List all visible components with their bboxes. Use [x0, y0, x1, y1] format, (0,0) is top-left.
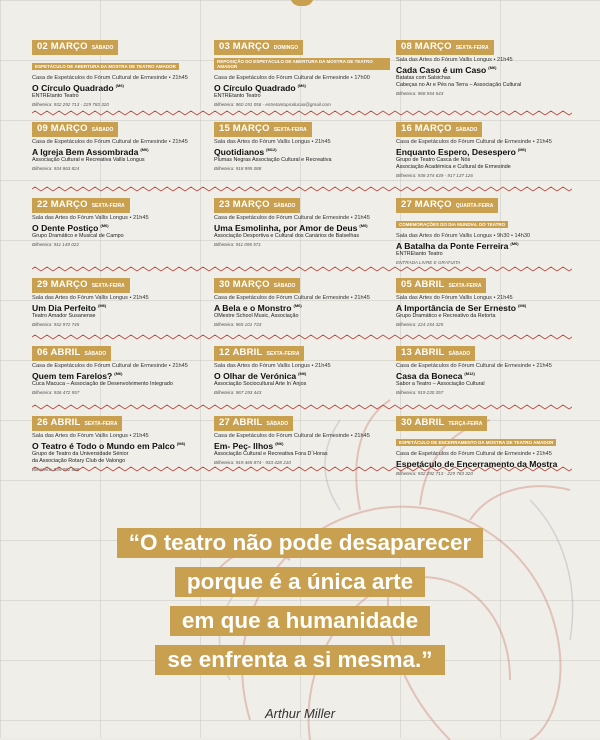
date-badge	[396, 40, 494, 55]
event-title-text: O Dente Postiço	[32, 223, 99, 233]
age-rating: (M6)	[176, 441, 186, 447]
age-rating: (M12)	[464, 371, 475, 377]
quote-line: em que a humanidade	[170, 606, 430, 636]
event-weekday: SEXTA-FEIRA	[455, 45, 489, 51]
event-title-text: Espetáculo de Encerramento da Mostra	[396, 459, 558, 469]
event-tickets: Bilheteira: 919 230 357	[396, 390, 444, 395]
event-card	[32, 342, 208, 412]
event-date: 15 MARÇO	[219, 123, 270, 134]
event-venue: Casa de Espetáculos do Fórum Cultural de Ermesinde • 21h45	[396, 139, 552, 145]
event-note: COMEMORAÇÕES DO DIA MUNDIAL DO TEATRO	[396, 221, 508, 228]
event-venue: Casa de Espetáculos do Fórum Cultural de Ermesinde • 21h45	[32, 75, 188, 81]
event-company: Associação Cultural e Recreativa Vallis Longus	[32, 157, 145, 163]
event-title	[214, 223, 390, 233]
event-date: 06 ABRIL	[37, 347, 81, 358]
event-card	[32, 118, 208, 188]
quote-author: Arthur Miller	[264, 706, 336, 721]
event-title-text: Um Dia Perfeito	[32, 303, 96, 313]
age-rating: (M6)	[518, 303, 527, 309]
event-tickets: Bilheteira: 965 101 733	[214, 322, 262, 327]
zigzag-divider	[32, 266, 572, 272]
event-date: 12 ABRIL	[219, 347, 263, 358]
age-rating: (M6)	[114, 371, 123, 377]
event-title	[396, 303, 572, 313]
event-weekday: SÁBADO	[273, 283, 296, 289]
event-title	[214, 303, 390, 313]
age-rating: (M6)	[98, 303, 107, 309]
zigzag-divider	[32, 186, 572, 192]
event-card	[396, 342, 572, 412]
date-badge	[214, 278, 300, 293]
event-title-text: A Batalha da Ponte Ferreira	[396, 241, 509, 251]
event-weekday: SEXTA-FEIRA	[84, 421, 118, 427]
event-tickets: Bilheteira: 935 702 828	[32, 467, 80, 472]
event-date: 03 MARÇO	[219, 41, 270, 52]
age-rating: (M6)	[297, 83, 306, 89]
age-rating: (M6)	[510, 241, 519, 247]
event-company: OMestre School Music, Associação	[214, 313, 299, 319]
event-title	[214, 83, 390, 93]
event-weekday: SÁBADO	[273, 203, 296, 209]
age-rating: (M6)	[140, 147, 149, 153]
event-title-text: Cada Caso é um Caso	[396, 65, 487, 75]
event-date: 29 MARÇO	[37, 279, 88, 290]
event-title	[32, 371, 208, 381]
date-badge	[396, 278, 486, 293]
event-company: ENTREtanto Teatro	[32, 93, 79, 99]
schedule-row	[32, 36, 572, 106]
event-company: Cuca Macuca – Associação de Desenvolvimento Integrado	[32, 381, 173, 387]
event-company: Sabor a Teatro – Associação Cultural	[396, 381, 485, 387]
event-title-text: A Igreja Bem Assombrada	[32, 147, 139, 157]
event-date: 09 MARÇO	[37, 123, 88, 134]
event-title-text: A Bela e o Monstro	[214, 303, 292, 313]
event-tickets: Bilheteira: 919 465 874 - 933 428 210	[214, 460, 291, 465]
schedule-row	[32, 118, 572, 188]
date-badge	[396, 198, 498, 213]
date-badge	[396, 346, 475, 361]
schedule-row	[32, 194, 572, 264]
event-date: 16 MARÇO	[401, 123, 452, 134]
age-rating: (M6)	[275, 441, 284, 447]
event-card	[214, 342, 390, 412]
event-venue: Sala das Artes do Fórum Vallis Longus • 21h45	[32, 215, 149, 221]
event-weekday: DOMINGO	[273, 45, 299, 51]
event-note: REPOSIÇÃO DO ESPETÁCULO DE ABERTURA DA MOSTRA DE TEATRO AMADOR	[214, 58, 390, 70]
event-venue: Casa de Espetáculos do Fórum Cultural de Ermesinde • 21h45	[32, 139, 188, 145]
event-date: 22 MARÇO	[37, 199, 88, 210]
date-badge	[32, 278, 130, 293]
event-date: 02 MARÇO	[37, 41, 88, 52]
event-title	[32, 441, 208, 451]
age-rating: (M6)	[359, 223, 368, 229]
event-venue: Sala das Artes do Fórum Vallis Longus • 21h45	[396, 57, 513, 63]
event-weekday: QUARTA-FEIRA	[455, 203, 494, 209]
event-venue: Casa de Espetáculos do Fórum Cultural de Ermesinde • 21h45	[396, 451, 552, 457]
event-company: Associação Desportiva e Cultural dos Canários de Balselhas	[214, 233, 360, 239]
zigzag-divider	[32, 110, 572, 116]
event-venue: Sala das Artes do Fórum Vallis Longus • 21h45	[32, 433, 149, 439]
date-badge	[396, 416, 487, 431]
zigzag-divider	[32, 404, 572, 410]
event-company: Grupo de Teatro da Universidade Sénior	[32, 451, 129, 457]
event-title-text: Uma Esmolinha, por Amor de Deus	[214, 223, 358, 233]
event-venue: Casa de Espetáculos do Fórum Cultural de Ermesinde • 21h45	[214, 295, 370, 301]
event-weekday: SÁBADO	[455, 127, 478, 133]
event-venue: Casa de Espetáculos do Fórum Cultural de Ermesinde • 21h45	[214, 215, 370, 221]
event-title	[396, 371, 572, 381]
zigzag-divider	[32, 466, 572, 472]
age-rating: (M6)	[100, 223, 109, 229]
event-title-text: Quotidianos	[214, 147, 265, 157]
event-tickets: Bilheteira: 932 292 713 - 229 783 320	[396, 471, 473, 476]
event-venue: Casa de Espetáculos do Fórum Cultural de Ermesinde • 21h45	[32, 363, 188, 369]
quote-line: “O teatro não pode desaparecer	[117, 528, 484, 558]
event-company: Grupo Dramático e Musical de Campo	[32, 233, 124, 239]
age-rating: (M12)	[266, 147, 277, 153]
date-badge	[214, 198, 300, 213]
event-company: ENTREtanto Teatro	[214, 93, 261, 99]
date-badge	[396, 122, 482, 137]
event-title	[32, 147, 208, 157]
event-title	[214, 147, 390, 157]
event-tickets: Bilheteira: 968 554 543	[396, 91, 444, 96]
age-rating: (M6)	[488, 65, 497, 71]
event-card	[214, 36, 390, 106]
event-card	[214, 194, 390, 264]
event-tickets: Bilheteira: 932 292 713 - 229 783 320	[32, 102, 109, 107]
event-card	[396, 36, 572, 106]
event-note: ESPETÁCULO DE ENCERRAMENTO DA MOSTRA DE TEATRO AMADOR	[396, 439, 556, 446]
event-title-text: Quem tem Farelos?	[32, 371, 113, 381]
event-title	[396, 241, 572, 251]
event-venue: Casa de Espetáculos do Fórum Cultural de Ermesinde • 17h00	[214, 75, 370, 81]
event-weekday: SÁBADO	[266, 421, 289, 427]
event-title	[32, 83, 208, 93]
date-badge	[32, 40, 118, 55]
event-tickets: Bilheteira: 934 863 824	[32, 166, 80, 171]
event-weekday: SEXTA-FEIRA	[273, 127, 307, 133]
quote-line: se enfrenta a si mesma.”	[155, 645, 444, 675]
date-badge	[214, 346, 304, 361]
event-title-text: O Olhar de Verónica	[214, 371, 297, 381]
event-title	[32, 303, 208, 313]
event-date: 27 MARÇO	[401, 199, 452, 210]
event-title-text: Enquanto Espero, Desespero	[396, 147, 516, 157]
event-venue: Sala das Artes do Fórum Vallis Longus • 21h45	[214, 139, 331, 145]
zigzag-divider	[32, 334, 572, 340]
event-date: 26 ABRIL	[37, 417, 81, 428]
event-weekday: SÁBADO	[448, 351, 471, 357]
date-badge	[32, 416, 122, 431]
event-title-text: O Teatro é Todo o Mundo em Palco	[32, 441, 175, 451]
date-badge	[214, 40, 303, 55]
event-title-text: Casa da Boneca	[396, 371, 463, 381]
date-badge	[214, 122, 312, 137]
schedule-row	[32, 342, 572, 412]
event-date: 13 ABRIL	[401, 347, 445, 358]
event-weekday: SEXTA-FEIRA	[266, 351, 300, 357]
event-title-text: Em- Peç- Ilhos	[214, 441, 274, 451]
event-weekday: TERÇA-FEIRA	[448, 421, 483, 427]
event-title	[214, 371, 390, 381]
event-venue: Sala das Artes do Fórum Vallis Longus • 21h45	[396, 295, 513, 301]
event-company: Associação Cultural e Recreativa Fora D´Horas	[214, 451, 328, 457]
event-weekday: SÁBADO	[91, 127, 114, 133]
event-company: da Associação Rotary Club de Valongo	[32, 458, 126, 464]
event-weekday: SÁBADO	[84, 351, 107, 357]
event-card	[396, 118, 572, 188]
event-venue: Sala das Artes do Fórum Vallis Longus • 9h30 • 14h30	[396, 233, 531, 239]
event-company: ENTREtanto Teatro	[396, 251, 443, 257]
event-date: 23 MARÇO	[219, 199, 270, 210]
event-card	[32, 36, 208, 106]
event-tickets: Bilheteira: 911 095 571	[214, 242, 261, 247]
event-company: Batatas com Salsichas	[396, 75, 451, 81]
event-venue: Sala das Artes do Fórum Vallis Longus • 21h45	[32, 295, 149, 301]
event-card	[32, 194, 208, 264]
age-rating: (M6)	[115, 83, 124, 89]
event-weekday: SEXTA-FEIRA	[91, 203, 125, 209]
event-venue: Casa de Espetáculos do Fórum Cultural de Ermesinde • 21h45	[214, 433, 370, 439]
event-title	[214, 441, 390, 451]
date-badge	[32, 198, 130, 213]
event-tickets: Bilheteira: 960 191 056 - entretantoproducao@gmail.com	[214, 102, 331, 107]
date-badge	[214, 416, 293, 431]
event-title-text: O Círculo Quadrado	[214, 83, 296, 93]
event-tickets: Bilheteira: 224 154 325	[396, 322, 444, 327]
event-tickets: ENTRADA LIVRE E GRATUITA	[396, 260, 461, 265]
schedule-grid	[32, 36, 572, 480]
event-company: Cabeças no Ar e Pés na Terra – Associação Cultural	[396, 82, 522, 88]
age-rating: (M6)	[298, 371, 307, 377]
event-weekday: SÁBADO	[91, 45, 114, 51]
event-title	[396, 147, 572, 157]
event-note: ESPETÁCULO DE ABERTURA DA MOSTRA DE TEATRO AMADOR	[32, 63, 179, 70]
quote-line: porque é a única arte	[175, 567, 425, 597]
event-date: 08 MARÇO	[401, 41, 452, 52]
event-venue: Sala das Artes do Fórum Vallis Longus • 21h45	[214, 363, 331, 369]
event-title	[396, 65, 572, 75]
event-tickets: Bilheteira: 967 193 443	[214, 390, 262, 395]
event-tickets: Bilheteira: 918 995 088	[214, 166, 262, 171]
event-weekday: SEXTA-FEIRA	[448, 283, 482, 289]
event-title	[32, 223, 208, 233]
event-company: Grupo de Teatro Casca de Nós	[396, 157, 471, 163]
age-rating: (M6)	[517, 147, 527, 153]
event-title-text: A Importância de Ser Ernesto	[396, 303, 517, 313]
event-date: 27 ABRIL	[219, 417, 263, 428]
event-date: 30 MARÇO	[219, 279, 270, 290]
event-weekday: SEXTA-FEIRA	[91, 283, 125, 289]
event-card	[396, 194, 572, 264]
date-badge	[32, 346, 111, 361]
event-date: 30 ABRIL	[401, 417, 445, 428]
event-tickets: Bilheteira: 938 374 639 - 917 137 126	[396, 173, 473, 178]
event-card	[214, 118, 390, 188]
event-venue: Casa de Espetáculos do Fórum Cultural de Ermesinde • 21h45	[396, 363, 552, 369]
event-company: Plumas Negras Associação Cultural e Recreativa	[214, 157, 332, 163]
event-company: Grupo Dramático e Recreativo da Retorta	[396, 313, 496, 319]
event-company: Teatro Amador Susanense	[32, 313, 96, 319]
event-title-text: O Círculo Quadrado	[32, 83, 114, 93]
date-badge	[32, 122, 118, 137]
event-company: Associação Sociocultural Arte In´Anjos	[214, 381, 307, 387]
quote-block	[0, 528, 600, 684]
event-tickets: Bilheteira: 932 972 745	[32, 322, 80, 327]
event-tickets: Bilheteira: 936 472 557	[32, 390, 80, 395]
age-rating: (M6)	[293, 303, 302, 309]
event-date: 05 ABRIL	[401, 279, 445, 290]
event-tickets: Bilheteira: 911 149 022	[32, 242, 79, 247]
event-company: Associação Académica e Cultural de Ermesinde	[396, 164, 511, 170]
